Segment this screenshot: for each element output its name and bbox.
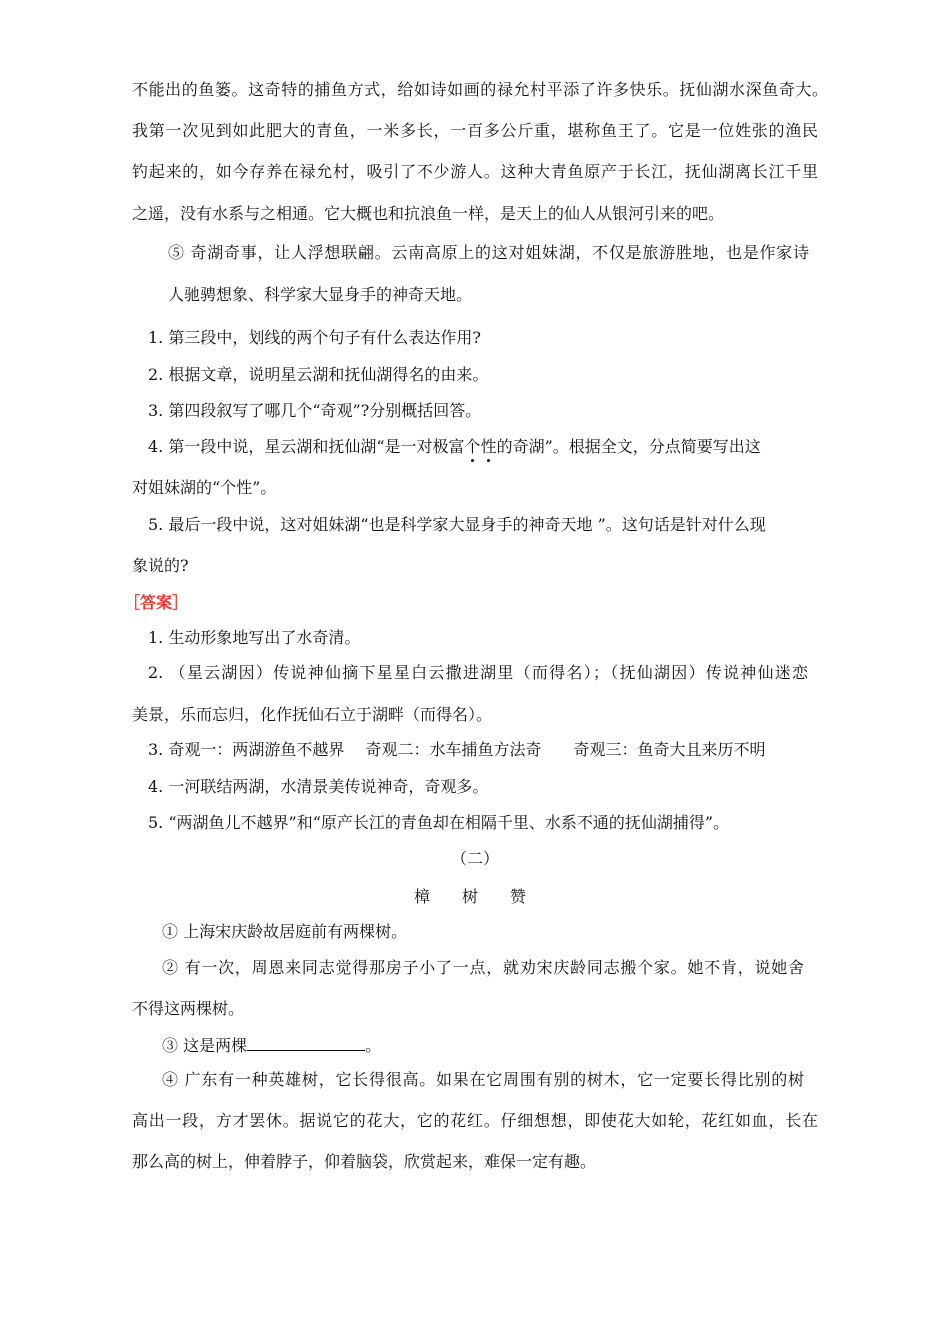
question-2: 2. 根据文章，说明星云湖和抚仙湖得名的由来。: [148, 365, 489, 384]
answer-2-line-2: 美景，乐而忘归，化作抚仙石立于湖畔（而得名）。: [132, 705, 493, 724]
section2-paragraph-4-line-1: ④ 广东有一种英雄树，它长得很高。如果在它周围有别的树木，它一定要长得比别的树: [162, 1070, 804, 1089]
passage-line-4: 之遥，没有水系与之相通。它大概也和抗浪鱼一样，是天上的仙人从银河引来的吧。: [132, 204, 725, 223]
paragraph-5-line-1: ⑤ 奇湖奇事，让人浮想联翩。云南高原上的这对姐妹湖，不仅是旅游胜地，也是作家诗: [168, 243, 809, 262]
question-5-line-2: 象说的?: [132, 556, 189, 575]
answer-2-line-1: 2. （星云湖因）传说神仙摘下星星白云撒进湖里（而得名）；（抚仙湖因）传说神仙迷恋: [148, 663, 808, 682]
section2-paragraph-1: ① 上海宋庆龄故居庭前有两棵树。: [162, 922, 408, 941]
section-title: 樟 树 赞: [413, 887, 526, 906]
paragraph-3-end: 。: [365, 1036, 382, 1055]
question-4-text-before: 4. 第一段中说，星云湖和抚仙湖“是一对极富: [148, 437, 465, 456]
section2-paragraph-2-line-2: 不得这两棵树。: [132, 999, 245, 1018]
section2-paragraph-3: [162, 1033, 381, 1057]
passage-line-3: 钓起来的，如今存养在禄允村，吸引了不少游人。这种大青鱼原产于长江，抚仙湖离长江千里: [132, 162, 818, 181]
question-1: 1. 第三段中，划线的两个句子有什么表达作用?: [148, 328, 481, 347]
answer-heading: ［答案］: [124, 593, 189, 612]
section2-paragraph-4-line-2: 高出一段，方才罢休。据说它的花大，它的花红。仔细想想，即使花大如轮，花红如血，长在: [132, 1111, 818, 1130]
question-4-line-1: [148, 436, 761, 458]
answer-3: 3. 奇观一：两湖游鱼不越界 奇观二：水车捕鱼方法奇 奇观三：鱼奇大且来历不明: [148, 740, 766, 759]
question-4-text-after: 的奇湖”。根据全文，分点简要写出这: [496, 437, 761, 456]
answer-5: 5. “两湖鱼儿不越界”和“原产长江的青鱼却在相隔千里、水系不通的抚仙湖捕得”。: [148, 813, 730, 832]
answer-4: 4. 一河联结两湖，水清景美传说神奇，奇观多。: [148, 777, 489, 796]
emphasis-dot-char-2: 性: [480, 437, 497, 456]
question-3: 3. 第四段叙写了哪几个“奇观”?分别概括回答。: [148, 401, 482, 420]
paragraph-3-text: ③ 这是两棵: [162, 1036, 248, 1055]
passage-line-2: 我第一次见到如此肥大的青鱼，一米多长，一百多公斤重，堪称鱼王了。它是一位姓张的渔民: [132, 121, 818, 140]
answer-1: 1. 生动形象地写出了水奇清。: [148, 628, 361, 647]
section2-paragraph-4-line-3: 那么高的树上，伸着脖子，仰着脑袋，欣赏起来，难保一定有趣。: [132, 1152, 597, 1171]
section2-paragraph-2-line-1: ② 有一次，周恩来同志觉得那房子小了一点，就劝宋庆龄同志搬个家。她不肯，说她舍: [162, 958, 804, 977]
section-number: （二）: [450, 849, 499, 868]
emphasis-dot-char-1: 个: [464, 437, 481, 456]
fill-in-blank[interactable]: [247, 1033, 365, 1051]
question-5-line-1: 5. 最后一段中说，这对姐妹湖“也是科学家大显身手的神奇天地 ”。这句话是针对什么现: [148, 515, 766, 534]
question-4-line-2: 对姐妹湖的“个性”。: [132, 478, 277, 497]
paragraph-5-line-2: 人驰骋想象、科学家大显身手的神奇天地。: [168, 285, 473, 304]
passage-line-1: 不能出的鱼篓。这奇特的捕鱼方式，给如诗如画的禄允村平添了许多快乐。抚仙湖水深鱼奇大。: [132, 80, 828, 99]
